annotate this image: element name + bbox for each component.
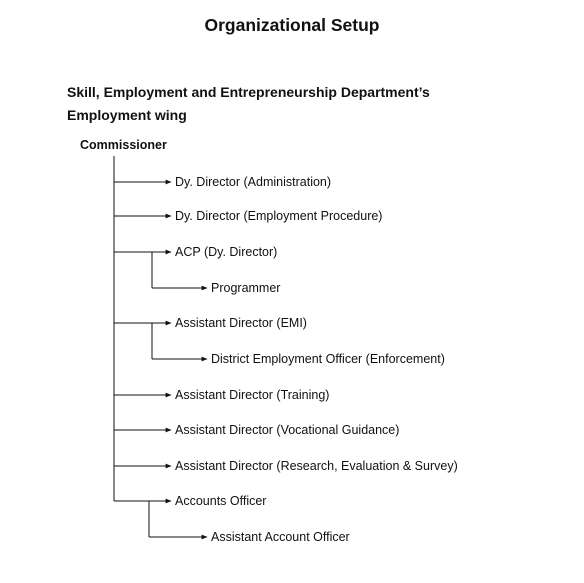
page-title: Organizational Setup: [204, 15, 380, 35]
root-node-commissioner: Commissioner: [80, 138, 167, 152]
org-node: Accounts Officer: [175, 494, 267, 508]
org-node: Programmer: [211, 281, 281, 295]
org-node: Assistant Director (Training): [175, 388, 330, 402]
org-node: Dy. Director (Employment Procedure): [175, 209, 383, 223]
org-node: Assistant Director (Vocational Guidance): [175, 423, 400, 437]
org-node: Assistant Account Officer: [211, 530, 350, 544]
department-heading: Skill, Employment and Entrepreneurship Department’s: [67, 84, 430, 100]
org-node: Assistant Director (Research, Evaluation & Survey): [175, 459, 458, 473]
wing-heading: Employment wing: [67, 107, 187, 123]
org-node: Assistant Director (EMI): [175, 316, 307, 330]
org-node: Dy. Director (Administration): [175, 175, 332, 189]
org-node: District Employment Officer (Enforcement): [211, 352, 445, 366]
org-node: ACP (Dy. Director): [175, 245, 278, 259]
